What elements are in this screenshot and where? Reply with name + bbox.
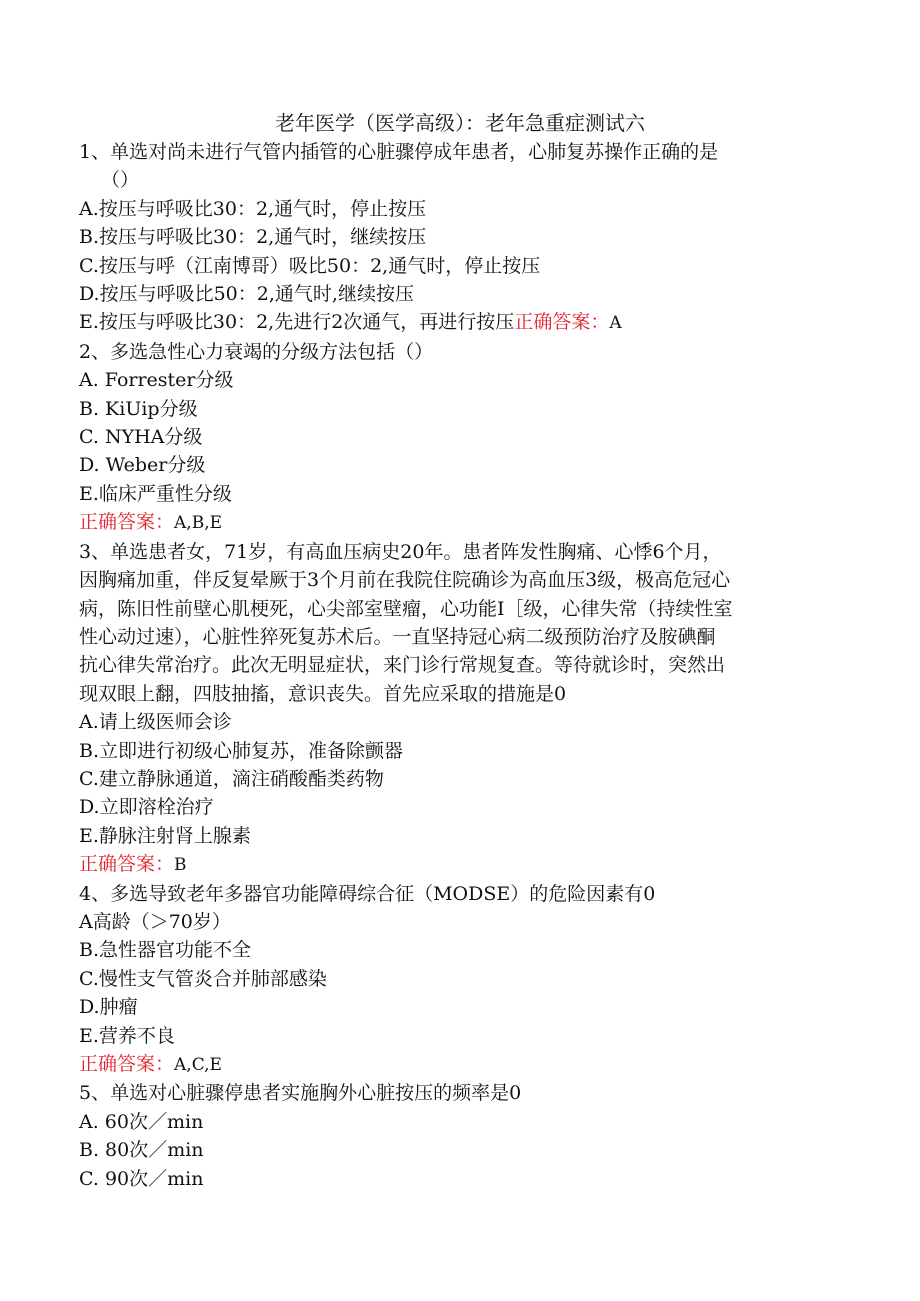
question-4-stem: 4、多选导致老年多器官功能障碍综合征（MODSE）的危险因素有0 [79,882,656,905]
question-3-stem-line-3: 病，陈旧性前壁心肌梗死，心尖部室壁瘤，心功能I［级，心律失常（持续性室 [79,597,733,620]
question-2-answer-label: 正确答案： [79,511,175,534]
question-list [79,138,849,1193]
question-1-option-e: E.按压与呼吸比30：2,先进行2次通气，再进行按压 [79,311,515,334]
question-1-stem-continuation: （） [101,169,140,192]
question-5-option-c: C. 90次／min [79,1167,204,1190]
question-1-answer-label: 正确答案： [514,311,610,334]
question-3-answer-value: B [174,855,187,876]
question-1-answer-value: A [609,313,622,334]
question-4-answer-value: A,C,E [174,1055,222,1075]
question-3-option-d: D.立即溶栓治疗 [79,796,214,819]
question-1-option-e-row [79,308,849,337]
question-3-option-e: E.静脉注射肾上腺素 [79,824,251,847]
question-4-option-d: D.肿瘤 [79,996,138,1019]
question-4-option-a: A高龄（＞70岁） [79,910,231,933]
question-3-answer [79,850,849,879]
question-5-stem: 5、单选对心脏骤停患者实施胸外心脏按压的频率是0 [79,1082,522,1105]
question-1 [79,138,849,338]
question-2-answer-value: A,B,E [174,513,223,534]
question-3-stem-line-6: 现双眼上翻，四肢抽搐，意识丧失。首先应采取的措施是0 [79,682,567,705]
question-1-stem: 1、单选对尚未进行气管内插管的心脏骤停成年患者，心肺复苏操作正确的是 [79,141,719,163]
question-2-stem: 2、多选急性心力衰竭的分级方法包括（） [79,340,434,363]
question-2-option-d: D. Weber分级 [79,454,206,477]
question-1-option-d: D.按压与呼吸比50：2,通气时,继续按压 [79,283,414,306]
question-3-stem-line-2: 因胸痛加重，伴反复晕厥于3个月前在我院住院确诊为高血压3级，极高危冠心 [79,569,731,592]
question-3-stem-line-4: 性心动过速），心脏性猝死复苏术后。一直坚持冠心病二级预防治疗及胺碘酮 [79,625,716,648]
question-3-option-c: C.建立静脉通道，滴注硝酸酯类药物 [79,767,384,790]
question-3-option-b: B.立即进行初级心肺复苏，准备除颤器 [79,739,404,762]
question-2 [79,338,849,538]
question-4-option-c: C.慢性支气管炎合并肺部感染 [79,967,327,990]
question-3-stem-line-5: 抗心律失常治疗。此次无明显症状，来门诊行常规复查。等待就诊时，突然出 [79,654,726,677]
question-1-option-b: B.按压与呼吸比30：2,通气时，继续按压 [79,226,427,249]
question-1-option-c: C.按压与呼（江南博哥）吸比50：2,通气时，停止按压 [79,254,541,277]
question-3 [79,538,849,880]
question-3-stem-line-1: 3、单选患者女，71岁，有高血压病史20年。患者阵发性胸痛、心悸6个月， [79,540,722,563]
question-1-option-a: A.按压与呼吸比30：2,通气时，停止按压 [79,197,427,220]
question-2-option-b: B. KiUip分级 [79,397,198,420]
question-4-answer-label: 正确答案： [79,1053,175,1075]
question-4-option-b: B.急性器官功能不全 [79,939,252,962]
question-4-option-e: E.营养不良 [79,1024,175,1047]
question-2-option-e: E.临床严重性分级 [79,482,232,505]
document-title: 老年医学（医学高级）：老年急重症测试六 [275,111,645,135]
question-5 [79,1079,849,1193]
question-2-option-a: A. Forrester分级 [79,369,234,392]
question-5-option-a: A. 60次／min [79,1110,204,1133]
question-2-option-c: C. NYHA分级 [79,426,203,449]
question-2-answer [79,508,849,537]
question-4 [79,880,849,1080]
question-4-answer [79,1050,849,1079]
question-3-answer-label: 正确答案： [79,853,175,876]
question-5-option-b: B. 80次／min [79,1139,204,1162]
question-3-option-a: A.请上级医师会诊 [79,711,232,734]
